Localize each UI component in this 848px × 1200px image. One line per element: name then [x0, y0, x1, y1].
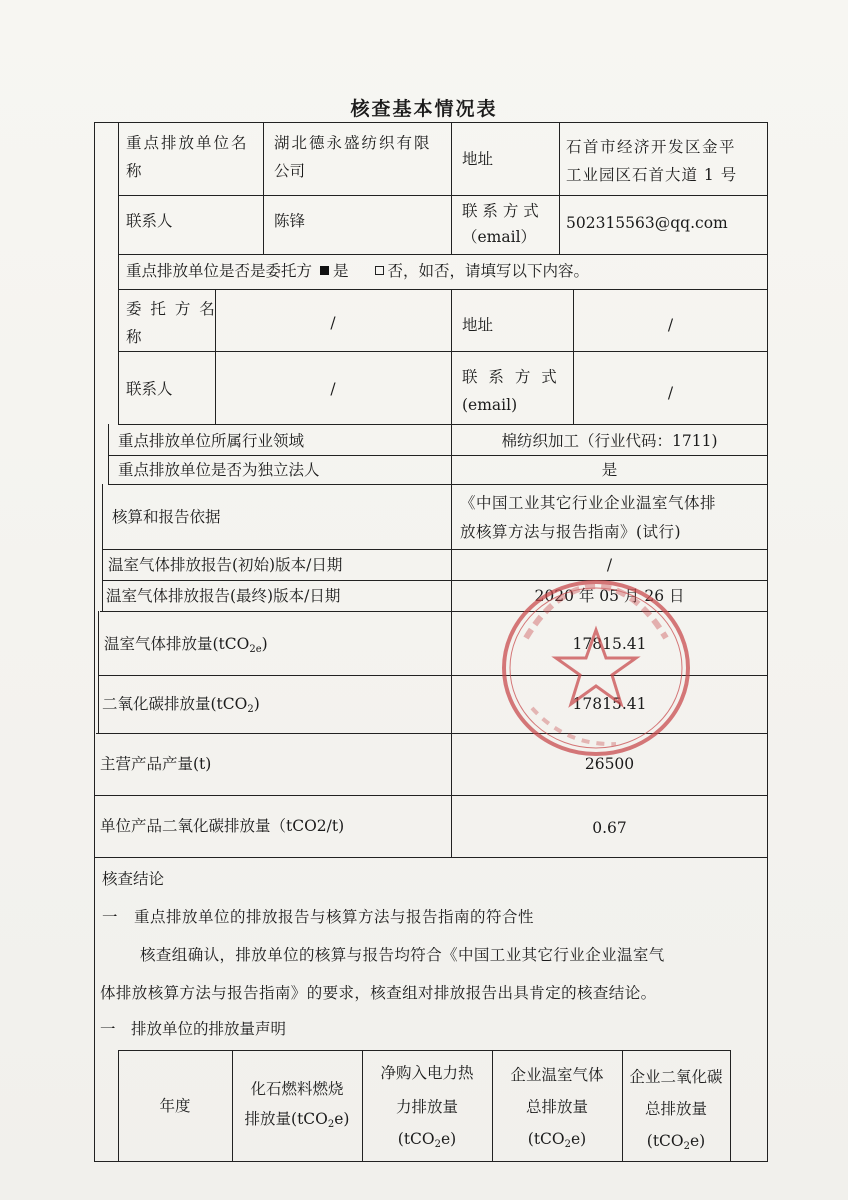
- conclusion-paragraph: 核查组确认，排放单位的核算与报告均符合《中国工业其它行业企业温室气: [140, 946, 665, 964]
- col-fossil-unit-close: e): [334, 1110, 350, 1128]
- checked-box-icon[interactable]: [320, 266, 329, 275]
- col-ghg-unit-close: e): [570, 1130, 587, 1148]
- delegate-address-value: /: [667, 316, 674, 334]
- row-divider: [102, 549, 768, 550]
- row-divider: [102, 580, 768, 581]
- legal-person-label: 重点排放单位是否为独立法人: [118, 461, 320, 479]
- delegate-name-value: /: [330, 314, 336, 332]
- col-divider: [451, 289, 452, 424]
- delegate-name-label: 委 托 方 名: [126, 300, 217, 318]
- unit-address-label: 地址: [462, 150, 494, 168]
- basis-label: 核算和报告依据: [112, 508, 221, 526]
- col-divider: [108, 424, 109, 484]
- delegation-question-text: 重点排放单位是否是委托方: [126, 262, 313, 280]
- basis-value-cont: 放核算方法与报告指南》(试行): [460, 523, 682, 541]
- delegation-question: [126, 258, 589, 284]
- col-power-header-cont: 力排放量: [395, 1098, 458, 1116]
- ghg-emission-value: 17815.41: [572, 635, 647, 653]
- col-co2-unit-text: (tCO: [646, 1132, 684, 1150]
- row-divider: [108, 484, 768, 485]
- delegate-contact-value: /: [330, 380, 336, 398]
- row-divider: [100, 611, 768, 612]
- delegate-name-label-cont: 称: [126, 328, 142, 346]
- final-report-value: 2020 年 05 月 26 日: [534, 587, 685, 605]
- col-ghg-header-unit: [492, 1126, 622, 1158]
- ghg-label-subscript: 2e: [249, 644, 262, 655]
- inner-table-top: [118, 1050, 730, 1051]
- product-output-label: 主营产品产量(t): [100, 755, 212, 773]
- delegate-email-value: /: [667, 384, 674, 402]
- col-divider: [102, 484, 103, 611]
- col-power-unit-text: (tCO: [397, 1130, 435, 1148]
- intensity-value: 0.67: [592, 819, 627, 837]
- col-co2-unit-sub: 2: [683, 1141, 690, 1152]
- final-report-label: 温室气体排放报告(最终)版本/日期: [106, 587, 341, 605]
- ghg-label-close: ): [261, 635, 268, 653]
- col-co2-header-cont: 总排放量: [644, 1100, 707, 1118]
- initial-report-value: /: [606, 556, 613, 574]
- unit-email-label-cont: （email）: [462, 228, 537, 246]
- co2-label-subscript: 2: [247, 704, 254, 715]
- row-divider: [98, 675, 768, 676]
- col-ghg-header: 企业温室气体: [510, 1066, 604, 1084]
- delegate-email-label-cont: (email): [462, 396, 518, 414]
- col-fossil-unit-text: 排放量(tCO: [244, 1110, 328, 1128]
- conclusion-heading: 核查结论: [102, 870, 165, 888]
- intensity-label: 单位产品二氧化碳排放量（tCO2/t): [100, 817, 345, 835]
- co2-emission-value: 17815.41: [572, 695, 647, 713]
- row-divider: [94, 857, 768, 858]
- ghg-emission-label: [104, 631, 268, 663]
- row-divider: [118, 195, 768, 196]
- initial-report-label: 温室气体排放报告(初始)版本/日期: [108, 556, 343, 574]
- col-divider: [451, 122, 452, 254]
- row-divider: [96, 733, 768, 734]
- col-co2-unit-close: e): [689, 1132, 706, 1150]
- document-title: 核查基本情况表: [350, 98, 498, 120]
- co2-label-close: ): [253, 695, 260, 713]
- col-fossil-unit-sub: 2: [327, 1119, 335, 1130]
- col-divider: [98, 611, 99, 733]
- basis-value: 《中国工业其它行业企业温室气体排: [460, 494, 717, 512]
- ghg-label-text: 温室气体排放量(tCO: [104, 635, 250, 653]
- delegate-contact-label: 联系人: [126, 380, 173, 398]
- col-fossil-header-unit: [232, 1106, 362, 1138]
- col-power-header: 净购入电力热: [380, 1064, 474, 1082]
- unit-contact-label: 联系人: [126, 212, 173, 230]
- col-ghg-unit-text: (tCO: [527, 1130, 565, 1148]
- col-co2-header-unit: [622, 1128, 730, 1160]
- col-divider: [263, 122, 264, 254]
- delegate-address-label: 地址: [462, 316, 494, 334]
- unit-name-label-cont: 称: [126, 162, 142, 180]
- unit-name-value-cont: 公司: [274, 162, 306, 180]
- col-divider: [730, 1050, 731, 1162]
- col-power-header-unit: [362, 1126, 492, 1158]
- delegation-yes-label: 是: [333, 262, 349, 280]
- unit-email-value: 502315563@qq.com: [566, 214, 728, 232]
- col-ghg-header-cont: 总排放量: [525, 1098, 588, 1116]
- industry-label: 重点排放单位所属行业领域: [118, 432, 305, 450]
- unit-address-value: 石首市经济开发区金平: [566, 138, 737, 156]
- legal-person-value: 是: [601, 461, 618, 479]
- unit-contact-value: 陈锋: [274, 212, 306, 230]
- conclusion-item-2: 一 排放单位的排放量声明: [100, 1020, 287, 1038]
- col-fossil-header: 化石燃料燃烧: [250, 1080, 344, 1098]
- col-power-unit-sub: 2: [434, 1139, 441, 1150]
- col-ghg-unit-sub: 2: [564, 1139, 571, 1150]
- conclusion-paragraph-cont: 体排放核算方法与报告指南》的要求，核查组对排放报告出具肯定的核查结论。: [100, 984, 657, 1002]
- unit-email-label: 联 系 方 式: [462, 202, 539, 220]
- co2-label-text: 二氧化碳排放量(tCO: [102, 695, 248, 713]
- delegation-no-text: 否，如否，请填写以下内容。: [387, 262, 590, 280]
- conclusion-item-1: 一 重点排放单位的排放报告与核算方法与报告指南的符合性: [102, 908, 535, 926]
- product-output-value: 26500: [584, 755, 635, 773]
- unit-address-value-cont: 工业园区石首大道 1 号: [566, 166, 738, 184]
- row-divider: [118, 424, 768, 425]
- col-divider: [559, 122, 560, 254]
- col-power-unit-close: e): [440, 1130, 457, 1148]
- industry-value: 棉纺织加工（行业代码：1711): [501, 432, 718, 450]
- col-co2-header: 企业二氧化碳: [629, 1068, 723, 1086]
- unchecked-box-icon[interactable]: [375, 266, 384, 275]
- unit-name-value: 湖北德永盛纺织有限: [274, 134, 432, 152]
- co2-emission-label: [102, 691, 260, 723]
- delegate-email-label: 联 系 方 式: [462, 368, 560, 386]
- col-divider: [118, 122, 119, 424]
- unit-name-label: 重点排放单位名: [126, 134, 249, 152]
- col-year-header: 年度: [159, 1097, 191, 1115]
- row-divider: [94, 795, 768, 796]
- row-divider: [118, 254, 768, 255]
